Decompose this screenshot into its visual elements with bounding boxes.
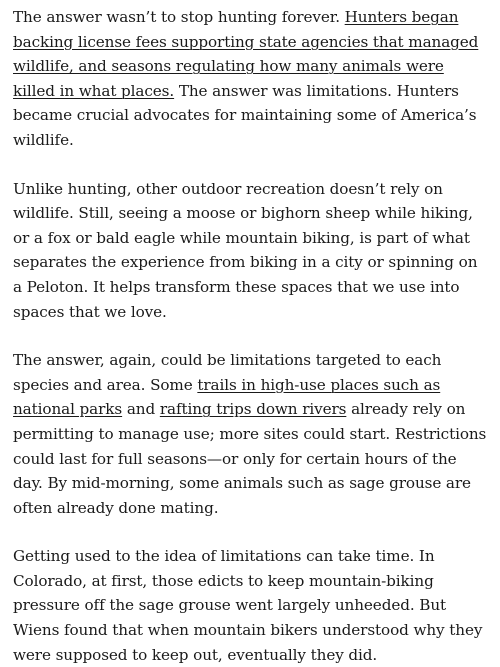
paragraph-3-text-1: The answer, again, could be limitations targeted to each species and area. Some [13,351,442,394]
paragraph-3-text-2: and [122,400,160,419]
paragraph-2 [13,177,487,325]
paragraph-1-text-1: The answer wasn’t to stop hunting forever. [13,8,345,26]
hunters-license-fees-link[interactable]: Hunters began backing license fees supporting state agencies that managed wildlife, and seasons regulating how many animals were killed in what places. [13,8,479,100]
rafting-trips-link[interactable]: rafting trips down rivers [159,400,347,419]
paragraph-4-text: Getting used to the idea of limitations can take time. In Colorado, at first, those edicts to keep mountain-biking pressure off the sage grouse went largely unheeded. But Wiens found that when mountain bikers understood why they were supposed to keep out, eventually they did. [13,547,483,664]
paragraph-1 [13,5,487,153]
paragraph-3 [13,348,487,520]
national-parks-trails-link[interactable]: trails in high-use places such as national parks [13,375,441,419]
paragraph-2-text: Unlike hunting, other outdoor recreation doesn’t rely on wildlife. Still, seeing a moose or bighorn sheep while hiking, or a fox or bald eagle while mountain biking, is part of what separates the experience from biking in a city or spinning on a Peloton. It helps transform these spaces that we use into spaces that we love. [13,179,478,321]
paragraph-3-text-3: already rely on permitting to manage use; more sites could start. Restrictions could last for full seasons—or only for certain hours of the day. By mid-morning, some animals such as sage grouse are often already done mating. [13,400,487,517]
paragraph-4 [13,544,487,667]
paragraph-1-text-2: The answer was limitations. Hunters became crucial advocates for maintaining some of America’s wildlife. [13,81,477,149]
